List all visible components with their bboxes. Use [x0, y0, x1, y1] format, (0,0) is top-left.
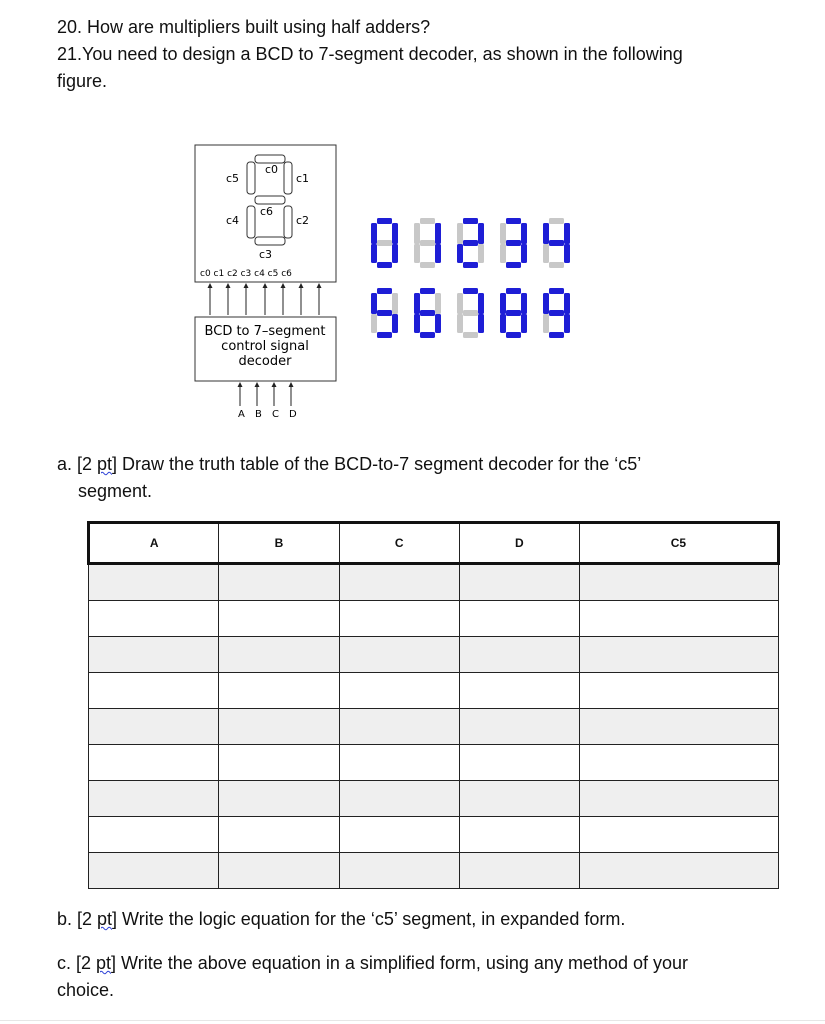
table-cell[interactable]	[339, 601, 459, 637]
output-arrow-c1-head	[226, 283, 231, 288]
digit-4-segment-g	[549, 240, 564, 246]
table-cell[interactable]	[219, 673, 339, 709]
table-cell[interactable]	[339, 637, 459, 673]
digit-1	[414, 218, 441, 268]
part-a-prefix: a. [2	[57, 454, 98, 474]
output-arrow-c0-head	[208, 283, 213, 288]
input-arrows	[238, 382, 294, 406]
digit-8-segment-e	[500, 314, 506, 333]
input-arrow-2-head	[272, 382, 277, 387]
table-cell[interactable]	[459, 745, 579, 781]
table-cell[interactable]	[219, 601, 339, 637]
table-cell[interactable]	[339, 709, 459, 745]
part-a-pt: pt	[97, 454, 113, 474]
digit-0-segment-d	[377, 262, 392, 268]
input-arrow-0-head	[238, 382, 243, 387]
digit-7-segment-b	[478, 293, 484, 314]
digit-6-segment-b	[435, 293, 441, 314]
table-cell[interactable]	[459, 564, 579, 601]
part-c-line1	[57, 950, 688, 976]
digit-3-segment-f	[500, 223, 506, 244]
table-cell[interactable]	[459, 781, 579, 817]
table-cell[interactable]	[219, 637, 339, 673]
digit-3-segment-a	[506, 218, 521, 224]
table-cell[interactable]	[219, 853, 339, 889]
table-cell[interactable]	[219, 781, 339, 817]
table-cell[interactable]	[579, 709, 778, 745]
digit-2-segment-e	[457, 244, 463, 263]
table-row	[89, 637, 779, 673]
label-c0: c0	[265, 163, 279, 176]
digit-8-segment-d	[506, 332, 521, 338]
table-row	[89, 817, 779, 853]
table-cell[interactable]	[89, 564, 219, 601]
output-arrow-c6-head	[317, 283, 322, 288]
digit-1-segment-e	[414, 244, 420, 263]
table-cell[interactable]	[579, 564, 778, 601]
header-c5: C5	[579, 523, 778, 564]
table-cell[interactable]	[89, 673, 219, 709]
digit-0-segment-b	[392, 223, 398, 244]
header-d: D	[459, 523, 579, 564]
output-arrows	[208, 283, 322, 315]
input-d-label: D	[289, 409, 297, 420]
table-header-row	[89, 523, 779, 564]
digit-6	[414, 288, 441, 338]
table-cell[interactable]	[579, 745, 778, 781]
digit-8-segment-b	[521, 293, 527, 314]
decoder-label-line2: control signal	[221, 339, 309, 354]
input-arrow-1-head	[255, 382, 260, 387]
table-cell[interactable]	[219, 817, 339, 853]
digit-6-segment-c	[435, 314, 441, 333]
table-cell[interactable]	[579, 601, 778, 637]
digit-4-segment-e	[543, 244, 549, 263]
part-c-line2: choice.	[57, 980, 115, 1000]
digit-8	[500, 288, 527, 338]
table-cell[interactable]	[89, 745, 219, 781]
header-b: B	[219, 523, 339, 564]
header-a: A	[89, 523, 219, 564]
digit-5-segment-f	[371, 293, 377, 314]
table-cell[interactable]	[579, 673, 778, 709]
question-21-line2: figure.	[57, 71, 108, 91]
digit-3-segment-d	[506, 262, 521, 268]
output-arrow-c2-head	[244, 283, 249, 288]
digit-4-segment-a	[549, 218, 564, 224]
digit-0-segment-a	[377, 218, 392, 224]
digit-2-segment-a	[463, 218, 478, 224]
digit-7-segment-g	[463, 310, 478, 316]
digit-4-segment-b	[564, 223, 570, 244]
header-c: C	[339, 523, 459, 564]
digit-5-segment-d	[377, 332, 392, 338]
table-cell[interactable]	[339, 673, 459, 709]
table-cell[interactable]	[89, 781, 219, 817]
digit-4-segment-c	[564, 244, 570, 263]
part-c-text: ] Write the above equation in a simplified form, using any method of your	[111, 953, 689, 973]
digit-2-segment-g	[463, 240, 478, 246]
table-cell[interactable]	[579, 853, 778, 889]
digit-5-segment-c	[392, 314, 398, 333]
digit-7-segment-d	[463, 332, 478, 338]
digit-8-segment-f	[500, 293, 506, 314]
digit-0-segment-f	[371, 223, 377, 244]
decoder-figure	[190, 140, 630, 430]
digit-1-segment-b	[435, 223, 441, 244]
digit-8-segment-a	[506, 288, 521, 294]
table-cell[interactable]	[579, 637, 778, 673]
digit-1-segment-f	[414, 223, 420, 244]
input-a-label: A	[238, 409, 245, 420]
table-row	[89, 709, 779, 745]
digit-2-segment-b	[478, 223, 484, 244]
table-cell[interactable]	[459, 817, 579, 853]
table-row	[89, 781, 779, 817]
input-b-label: B	[255, 409, 262, 420]
seven-segment-diagram-box	[195, 145, 336, 282]
digit-3-segment-e	[500, 244, 506, 263]
part-b-line	[57, 906, 625, 932]
digit-7-segment-c	[478, 314, 484, 333]
part-b-text: ] Write the logic equation for the ‘c5’ segment, in expanded form.	[112, 909, 626, 929]
digit-2-segment-d	[463, 262, 478, 268]
input-c-label: C	[272, 409, 279, 420]
digit-9-segment-b	[564, 293, 570, 314]
digit-3-segment-c	[521, 244, 527, 263]
digit-5	[371, 288, 398, 338]
table-cell[interactable]	[89, 853, 219, 889]
digit-4	[543, 218, 570, 268]
digit-0	[371, 218, 398, 268]
digit-2-segment-f	[457, 223, 463, 244]
truth-table	[87, 521, 780, 889]
table-row	[89, 673, 779, 709]
digit-7-segment-e	[457, 314, 463, 333]
digit-3-segment-g	[506, 240, 521, 246]
digit-6-segment-d	[420, 332, 435, 338]
table-cell[interactable]	[459, 673, 579, 709]
part-a-line1	[57, 451, 641, 477]
digit-5-segment-g	[377, 310, 392, 316]
output-arrow-c4-head	[281, 283, 286, 288]
truth-table-body	[89, 564, 779, 889]
digit-9	[543, 288, 570, 338]
table-cell[interactable]	[579, 781, 778, 817]
input-arrow-3-head	[289, 382, 294, 387]
label-c6: c6	[260, 205, 274, 218]
table-cell[interactable]	[89, 817, 219, 853]
label-c2: c2	[296, 214, 310, 227]
digit-2	[457, 218, 484, 268]
table-row	[89, 745, 779, 781]
digit-0-segment-g	[377, 240, 392, 246]
digit-2-segment-c	[478, 244, 484, 263]
part-a-text: ] Draw the truth table of the BCD-to-7 segment decoder for the ‘c5’	[112, 454, 642, 474]
table-cell[interactable]	[219, 709, 339, 745]
part-b-prefix: b. [2	[57, 909, 98, 929]
digit-7-segment-f	[457, 293, 463, 314]
digit-1-segment-d	[420, 262, 435, 268]
table-cell[interactable]	[219, 564, 339, 601]
part-a-line2: segment.	[78, 481, 153, 501]
digit-0-segment-c	[392, 244, 398, 263]
label-c5: c5	[226, 172, 240, 185]
table-row	[89, 601, 779, 637]
table-row	[89, 853, 779, 889]
part-c-pt: pt	[96, 953, 112, 973]
label-c3: c3	[259, 248, 273, 261]
digit-5-segment-b	[392, 293, 398, 314]
table-cell[interactable]	[459, 853, 579, 889]
digit-9-segment-g	[549, 310, 564, 316]
digit-5-segment-a	[377, 288, 392, 294]
table-cell[interactable]	[459, 709, 579, 745]
digit-6-segment-e	[414, 314, 420, 333]
digit-9-segment-a	[549, 288, 564, 294]
table-cell[interactable]	[579, 817, 778, 853]
digit-1-segment-c	[435, 244, 441, 263]
digit-6-segment-g	[420, 310, 435, 316]
page-bottom-rule	[0, 1020, 825, 1021]
table-cell[interactable]	[89, 709, 219, 745]
question-20: 20. How are multipliers built using half adders?	[57, 17, 431, 37]
digit-4-segment-f	[543, 223, 549, 244]
output-arrow-c5-head	[299, 283, 304, 288]
digit-9-segment-c	[564, 314, 570, 333]
output-arrow-c3-head	[263, 283, 268, 288]
decoder-block	[195, 317, 336, 381]
table-cell[interactable]	[339, 564, 459, 601]
digit-9-segment-f	[543, 293, 549, 314]
digit-display	[371, 218, 570, 338]
question-21-line1: 21.You need to design a BCD to 7-segment decoder, as shown in the following	[57, 44, 683, 64]
digit-1-segment-g	[420, 240, 435, 246]
digit-8-segment-c	[521, 314, 527, 333]
digit-1-segment-a	[420, 218, 435, 224]
digit-8-segment-g	[506, 310, 521, 316]
digit-3-segment-b	[521, 223, 527, 244]
digit-0-segment-e	[371, 244, 377, 263]
table-cell[interactable]	[219, 745, 339, 781]
digit-4-segment-d	[549, 262, 564, 268]
digit-9-segment-e	[543, 314, 549, 333]
decoder-label-line3: decoder	[238, 354, 292, 369]
table-cell[interactable]	[339, 781, 459, 817]
table-cell[interactable]	[89, 601, 219, 637]
table-row	[89, 564, 779, 601]
digit-6-segment-a	[420, 288, 435, 294]
digit-7	[457, 288, 484, 338]
decoder-label-line1: BCD to 7–segment	[204, 324, 326, 339]
digit-7-segment-a	[463, 288, 478, 294]
table-cell[interactable]	[339, 817, 459, 853]
digit-5-segment-e	[371, 314, 377, 333]
digit-9-segment-d	[549, 332, 564, 338]
label-c4: c4	[226, 214, 240, 227]
part-c-prefix: c. [2	[57, 953, 97, 973]
label-c1: c1	[296, 172, 310, 185]
part-b-pt: pt	[97, 909, 113, 929]
table-cell[interactable]	[339, 745, 459, 781]
digit-3	[500, 218, 527, 268]
table-cell[interactable]	[89, 637, 219, 673]
table-cell[interactable]	[459, 637, 579, 673]
digit-6-segment-f	[414, 293, 420, 314]
output-signals-label: c0 c1 c2 c3 c4 c5 c6	[200, 269, 292, 279]
table-cell[interactable]	[339, 853, 459, 889]
table-cell[interactable]	[459, 601, 579, 637]
